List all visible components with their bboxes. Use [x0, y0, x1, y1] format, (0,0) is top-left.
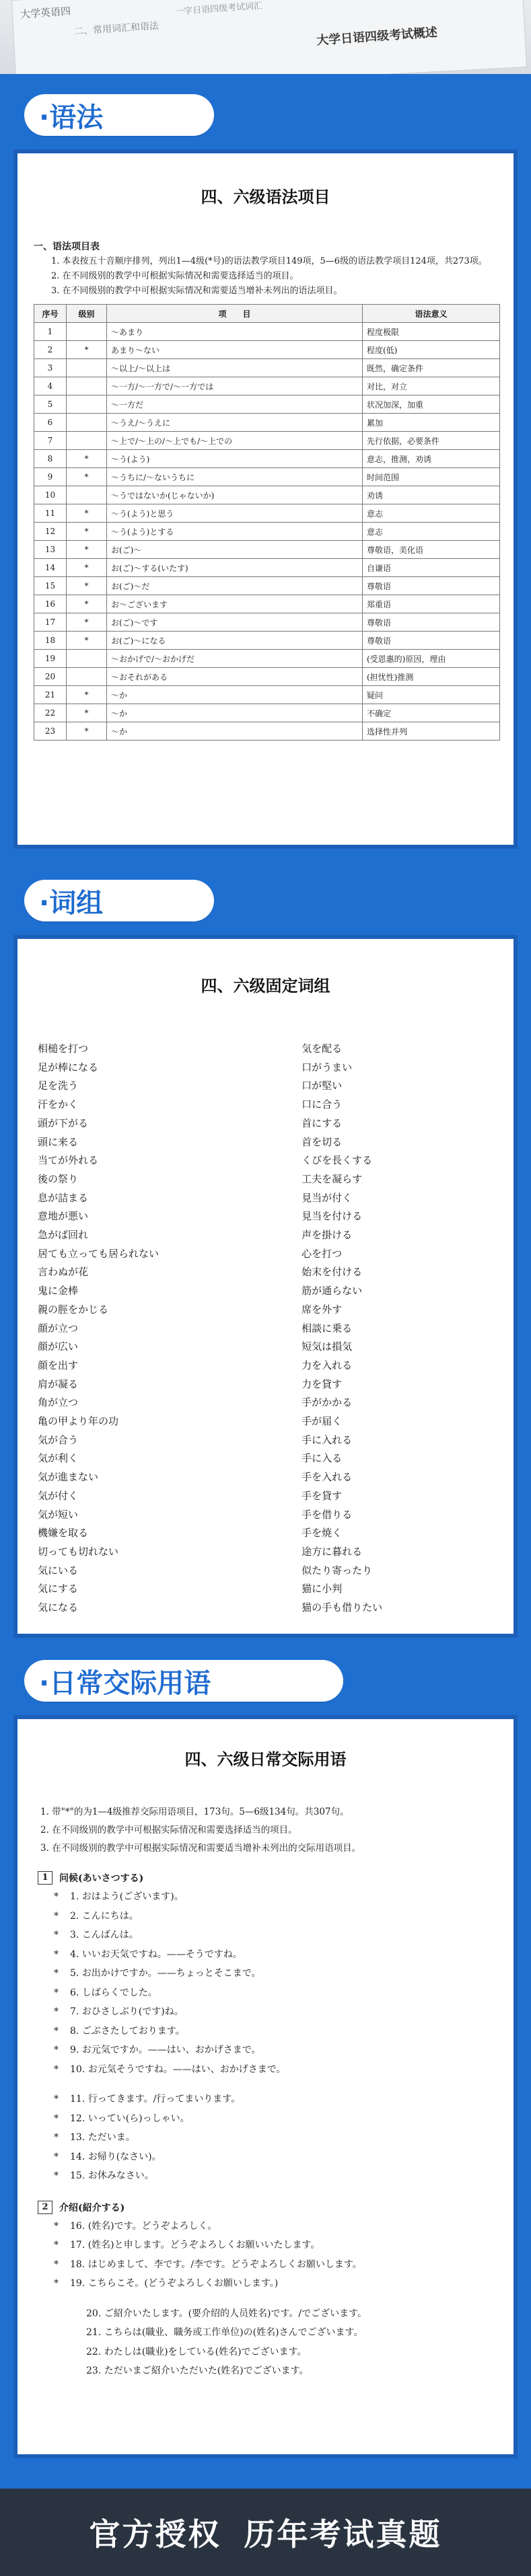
row-number: 12: [34, 523, 67, 541]
star-marker: *: [54, 2278, 59, 2289]
row-level: [67, 377, 107, 395]
star-marker: *: [54, 2045, 59, 2055]
table-row: [34, 341, 500, 359]
table-header-row: [34, 305, 500, 323]
section-label-text: ·词组: [39, 887, 104, 919]
row-number: 5: [34, 395, 67, 414]
star-marker: *: [54, 2132, 59, 2143]
table-row: [34, 686, 500, 704]
star-marker: *: [54, 2006, 59, 2017]
row-level: *: [67, 341, 107, 359]
expression-text: 21. こちらは(職业、職务或工作单位)の(姓名)さんでございます。: [86, 2327, 363, 2338]
expression-item: [54, 2022, 493, 2041]
table-row: [34, 486, 500, 504]
row-item: お(ご)～になる: [107, 632, 363, 650]
row-meaning: 状况加深，加重: [363, 395, 500, 414]
phrase-item: 気が付く: [38, 1489, 79, 1502]
row-meaning: 尊敬语: [363, 577, 500, 595]
phrase-item: 席を外す: [302, 1303, 343, 1316]
expression-text: 22. わたしは(職业)をしている(姓名)でございます。: [86, 2346, 307, 2357]
grammar-title: 四、六级语法项目: [201, 187, 330, 206]
row-meaning: 自谦语: [363, 559, 500, 577]
phrase-item: 首にする: [302, 1116, 343, 1129]
phrase-title: 四、六级固定词组: [201, 976, 330, 995]
row-meaning: (担忧性)推测: [363, 668, 500, 686]
phrase-item: 居ても立っても居られない: [38, 1247, 160, 1260]
row-meaning: 先行依据，必要条件: [363, 432, 500, 450]
row-meaning: (受恩惠的)原因，理由: [363, 650, 500, 668]
row-number: 20: [34, 668, 67, 686]
section-label-phrases: [24, 880, 214, 921]
expression-item: [54, 2060, 493, 2080]
table-row: [34, 395, 500, 414]
row-item: ～う(よう)と思う: [107, 504, 363, 523]
phrase-item: 気が短い: [38, 1508, 79, 1521]
row-number: 4: [34, 377, 67, 395]
daily-title: 四、六级日常交际用语: [184, 1749, 347, 1769]
row-item: ～うではないか(じゃないか): [107, 486, 363, 504]
expression-item: [70, 2361, 493, 2381]
expression-item: [54, 2236, 493, 2255]
table-row: [34, 650, 500, 668]
header-photo: [0, 0, 531, 81]
phrase-column-left: [38, 1040, 302, 1632]
table-row: [34, 668, 500, 686]
row-meaning: 尊敬语: [363, 613, 500, 632]
phrase-item: 気にする: [38, 1583, 79, 1595]
table-row: [34, 523, 500, 541]
paper-text: 大学日语四级考试概述: [316, 25, 438, 48]
group-number: 2: [38, 2201, 52, 2214]
phrase-item: 猫に小判: [302, 1583, 343, 1595]
banner-left-text: 官方授权: [89, 2516, 221, 2552]
expression-text: 9. お元気ですか。——はい、おかげさまで。: [70, 2045, 261, 2055]
phrase-item: 手を焼く: [302, 1527, 343, 1540]
row-item: ～おかげで/～おかげだ: [107, 650, 363, 668]
row-level: *: [67, 704, 107, 722]
phrase-item: 頭に来る: [38, 1135, 79, 1148]
grammar-card: [13, 149, 518, 849]
grammar-intro: [34, 239, 497, 299]
expression-text: 11. 行ってきます。/行ってまいります。: [70, 2094, 241, 2105]
expression-text: 3. こんばんは。: [70, 1930, 139, 1940]
row-level: *: [67, 595, 107, 613]
row-level: *: [67, 541, 107, 559]
expression-list: [38, 2217, 493, 2294]
row-meaning: 程度(低): [363, 341, 500, 359]
grammar-paragraph: 1. 本表按五十音顺序排列，列出1—4级(*号)的语法教学项目149项，5—6级的语法教学项目124项，共273项。: [51, 256, 487, 266]
row-meaning: 意志: [363, 504, 500, 523]
row-item: ～か: [107, 704, 363, 722]
expression-item: [70, 2343, 493, 2362]
star-marker: *: [54, 2240, 59, 2250]
row-number: 17: [34, 613, 67, 632]
expression-item: [54, 1926, 493, 1945]
section-label-daily: [24, 1660, 343, 1702]
phrase-item: 始末を付ける: [302, 1266, 363, 1279]
phrase-item: 肩が凝る: [38, 1377, 79, 1390]
expression-text: 15. お休みなさい。: [70, 2170, 154, 2181]
row-meaning: 尊敬语: [363, 632, 500, 650]
row-item: お(ご)～する(いたす): [107, 559, 363, 577]
row-meaning: 劝诱: [363, 486, 500, 504]
phrase-item: 足が棒になる: [38, 1061, 99, 1073]
group-heading: [38, 2198, 493, 2217]
row-level: *: [67, 577, 107, 595]
expression-text: 10. お元気そうですね。——はい、おかげさまで。: [70, 2063, 286, 2075]
expression-item: [54, 2002, 493, 2022]
banner-right-text: 历年考试真题: [244, 2516, 442, 2552]
phrase-item: 顔を出す: [38, 1359, 79, 1371]
phrase-item: 当てが外れる: [38, 1154, 99, 1167]
phrase-item: 心を打つ: [302, 1247, 343, 1260]
expression-item: [54, 2166, 493, 2186]
row-number: 19: [34, 650, 67, 668]
daily-notes: [40, 1803, 493, 1858]
row-level: *: [67, 468, 107, 486]
phrase-item: くびを長くする: [302, 1154, 373, 1167]
row-number: 1: [34, 323, 67, 341]
row-level: [67, 486, 107, 504]
row-level: *: [67, 523, 107, 541]
row-number: 11: [34, 504, 67, 523]
phrase-item: 後の祭り: [38, 1172, 79, 1185]
row-item: ～う(よう)とする: [107, 523, 363, 541]
phrase-item: 気を配る: [302, 1043, 343, 1055]
star-marker: *: [54, 2113, 59, 2124]
phrase-column-right: [302, 1040, 502, 1632]
paper-sheet: [11, 0, 527, 81]
row-number: 2: [34, 341, 67, 359]
row-level: [67, 359, 107, 377]
phrase-item: 途方に暮れる: [302, 1545, 363, 1558]
row-level: *: [67, 686, 107, 704]
row-number: 16: [34, 595, 67, 613]
expression-text: 20. ご紹介いたします。(要介绍的人员姓名)です。/でございます。: [86, 2308, 367, 2319]
group-title: 介绍(紹介する): [59, 2202, 125, 2213]
expression-text: 17. (姓名)と申します。どうぞよろしくお願いいたします。: [70, 2240, 320, 2250]
expression-text: 19. こちらこそ。(どうぞよろしくお願いします。): [70, 2278, 279, 2289]
phrase-item: 切っても切れない: [38, 1545, 119, 1558]
row-number: 14: [34, 559, 67, 577]
star-marker: *: [54, 1910, 59, 1922]
expression-item: [54, 2041, 493, 2060]
phrase-item: 首を切る: [302, 1135, 343, 1148]
phrase-item: 猫の手も借りたい: [302, 1601, 383, 1614]
star-marker: *: [54, 2259, 59, 2270]
row-item: ～う(よう): [107, 450, 363, 468]
row-meaning: 郑重语: [363, 595, 500, 613]
section-label-text: ·语法: [39, 102, 104, 133]
paper-text: 一字日语四级考试词汇: [174, 1, 263, 17]
phrase-item: 顔が立つ: [38, 1322, 79, 1334]
expression-text: 6. しばらくでした。: [70, 1987, 157, 1998]
star-marker: *: [54, 2025, 59, 2037]
row-item: お(ご)～だ: [107, 577, 363, 595]
row-meaning: 累加: [363, 414, 500, 432]
expression-text: 1. おはよう(ございます)。: [70, 1891, 184, 1902]
table-row: [34, 595, 500, 613]
row-number: 3: [34, 359, 67, 377]
expression-item: [54, 2217, 493, 2236]
star-marker: *: [54, 2220, 59, 2232]
table-row: [34, 414, 500, 432]
phrase-item: 手を入れる: [302, 1471, 353, 1484]
star-marker: *: [54, 2063, 59, 2075]
phrase-item: 亀の甲より年の功: [38, 1415, 119, 1428]
grammar-heading: 一、语法项目表: [34, 241, 100, 252]
row-item: ～か: [107, 722, 363, 741]
row-number: 6: [34, 414, 67, 432]
phrase-item: 口が堅い: [302, 1079, 343, 1092]
phrase-item: 意地が悪い: [38, 1210, 89, 1223]
phrase-item: 短気は損気: [302, 1340, 353, 1353]
grammar-paragraph: 2. 在不同级别的教学中可根据实际情况和需要选择适当的项目。: [51, 271, 299, 281]
daily-note: 2. 在不同级别的教学中可根据实际情况和需要选择适当的项目。: [40, 1825, 297, 1835]
group-number: 1: [38, 1871, 52, 1885]
phrase-item: 親の脛をかじる: [38, 1303, 109, 1316]
row-item: ～か: [107, 686, 363, 704]
star-marker: *: [54, 1968, 59, 1979]
row-item: ～一方/～一方で/～一方では: [107, 377, 363, 395]
row-number: 9: [34, 468, 67, 486]
row-level: [67, 395, 107, 414]
phrase-item: 頭が下がる: [38, 1116, 89, 1129]
row-number: 13: [34, 541, 67, 559]
expression-text: 12. いってい(ら)っしゃい。: [70, 2113, 190, 2124]
expression-item: [70, 2323, 493, 2343]
daily-note: 1. 带"*"的为1—4级推荐交际用语项目，173句。5—6级134句。共307句。: [40, 1807, 349, 1817]
table-row: [34, 377, 500, 395]
expression-text: 5. お出かけですか。——ちょっとそこまで。: [70, 1968, 261, 1979]
expression-item: [54, 2090, 493, 2109]
expression-item: [54, 1964, 493, 1983]
phrase-item: 相談に乗る: [302, 1322, 353, 1334]
row-meaning: 既然，确定条件: [363, 359, 500, 377]
row-item: ～一方だ: [107, 395, 363, 414]
expression-text: 8. ごぶさたしております。: [70, 2025, 185, 2037]
phrase-item: 声を掛ける: [302, 1229, 353, 1242]
phrase-item: 口がうまい: [302, 1061, 353, 1073]
table-row: [34, 559, 500, 577]
row-level: [67, 414, 107, 432]
expression-item: [54, 1887, 493, 1907]
expression-list: [38, 2090, 493, 2186]
expression-item: [54, 1945, 493, 1965]
expression-text: 2. こんにちは。: [70, 1910, 139, 1922]
expression-text: 4. いいお天気ですね。——そうですね。: [70, 1948, 242, 1960]
star-marker: *: [54, 1987, 59, 1998]
row-level: *: [67, 450, 107, 468]
expression-item: [54, 2274, 493, 2294]
table-row: [34, 577, 500, 595]
expression-text: 13. ただいま。: [70, 2132, 135, 2143]
row-level: [67, 668, 107, 686]
expression-item: [54, 2128, 493, 2148]
expression-text: 18. はじめまして、李です。/李です。どうぞよろしくお願いします。: [70, 2259, 362, 2270]
expression-item: [54, 1907, 493, 1926]
phrase-columns: [38, 1040, 502, 1632]
row-level: [67, 650, 107, 668]
phrase-item: 顔が広い: [38, 1340, 79, 1353]
bottom-banner: [0, 2489, 531, 2576]
phrase-item: 汗をかく: [38, 1098, 79, 1111]
row-meaning: 程度极限: [363, 323, 500, 341]
expression-group: [38, 2198, 493, 2381]
row-level: *: [67, 722, 107, 741]
expression-list: [38, 1887, 493, 2079]
table-row: [34, 722, 500, 741]
expression-list: [38, 2304, 493, 2381]
table-header: 项 目: [107, 305, 363, 323]
table-row: [34, 632, 500, 650]
phrase-item: 機嫌を取る: [38, 1527, 89, 1540]
phrase-item: 息が詰まる: [38, 1191, 89, 1204]
star-marker: *: [54, 2151, 59, 2162]
phrase-item: 手を借りる: [302, 1508, 353, 1521]
row-level: [67, 323, 107, 341]
expression-item: [54, 2148, 493, 2167]
table-row: [34, 468, 500, 486]
daily-card: [13, 1715, 518, 2458]
row-meaning: 意志: [363, 523, 500, 541]
row-item: ～以上/～以上は: [107, 359, 363, 377]
row-level: *: [67, 632, 107, 650]
row-number: 7: [34, 432, 67, 450]
expression-item: [54, 2255, 493, 2275]
phrase-item: 手に入れる: [302, 1433, 353, 1446]
phrase-item: 工夫を凝らす: [302, 1172, 363, 1185]
row-number: 21: [34, 686, 67, 704]
phrase-item: 気が利く: [38, 1452, 79, 1465]
row-number: 22: [34, 704, 67, 722]
row-item: あまり～ない: [107, 341, 363, 359]
phrase-card: [13, 935, 518, 1638]
row-meaning: 时间范围: [363, 468, 500, 486]
table-header: 序号: [34, 305, 67, 323]
phrase-item: 力を入れる: [302, 1359, 353, 1371]
table-header: 语法意义: [363, 305, 500, 323]
phrase-item: 角が立つ: [38, 1396, 79, 1409]
row-item: お(ご)～: [107, 541, 363, 559]
table-header: 级别: [67, 305, 107, 323]
table-row: [34, 323, 500, 341]
expression-text: 23. ただいまご紹介いただいた(姓名)でございます。: [86, 2365, 309, 2376]
row-number: 10: [34, 486, 67, 504]
star-marker: *: [54, 1930, 59, 1940]
grammar-table: [34, 304, 500, 741]
expression-item: [54, 2109, 493, 2129]
row-number: 15: [34, 577, 67, 595]
row-number: 18: [34, 632, 67, 650]
expression-item: [54, 1983, 493, 2003]
row-item: お～ございます: [107, 595, 363, 613]
row-level: *: [67, 613, 107, 632]
row-level: *: [67, 559, 107, 577]
phrase-item: 力を貸す: [302, 1377, 343, 1390]
table-row: [34, 504, 500, 523]
grammar-paragraph: 3. 在不同级别的教学中可根据实际情况和需要适当增补未列出的语法项目。: [51, 286, 343, 296]
phrase-item: 手に入る: [302, 1452, 343, 1465]
row-number: 8: [34, 450, 67, 468]
expression-text: 14. お帰り(なさい)。: [70, 2151, 162, 2162]
paper-text: 二、常用词汇和语法: [73, 20, 160, 38]
phrase-item: 急がば回れ: [38, 1229, 89, 1242]
phrase-item: 足を洗う: [38, 1079, 79, 1092]
table-row: [34, 359, 500, 377]
table-row: [34, 613, 500, 632]
star-marker: *: [54, 2094, 59, 2105]
section-label-grammar: [24, 94, 214, 136]
row-meaning: 不确定: [363, 704, 500, 722]
phrase-item: 言わぬが花: [38, 1266, 89, 1279]
group-title: 问候(あいさつする): [59, 1873, 144, 1884]
row-item: ～おそれがある: [107, 668, 363, 686]
row-level: [67, 432, 107, 450]
phrase-item: 気にいる: [38, 1564, 79, 1577]
section-label-text: ·日常交际用语: [39, 1667, 211, 1699]
row-meaning: 尊敬语，美化语: [363, 541, 500, 559]
row-meaning: 对比，对立: [363, 377, 500, 395]
row-number: 23: [34, 722, 67, 741]
phrase-item: 手が届く: [302, 1415, 343, 1428]
expression-item: [70, 2304, 493, 2324]
row-item: ～うちに/～ないうちに: [107, 468, 363, 486]
table-row: [34, 541, 500, 559]
row-item: ～うえ/～うえに: [107, 414, 363, 432]
daily-note: 3. 在不同级别的教学中可根据实际情况和需要适当增补未列出的交际用语项目。: [40, 1843, 361, 1854]
row-item: ～上で/～上の/～上でも/～上での: [107, 432, 363, 450]
row-meaning: 意志，推测，劝诱: [363, 450, 500, 468]
row-item: お(ご)～です: [107, 613, 363, 632]
table-row: [34, 450, 500, 468]
row-meaning: 选择性并列: [363, 722, 500, 741]
phrase-item: 手がかかる: [302, 1396, 353, 1409]
star-marker: *: [54, 1948, 59, 1960]
row-meaning: 疑问: [363, 686, 500, 704]
expression-group: [38, 1868, 493, 2186]
phrase-item: 気が進まない: [38, 1471, 99, 1484]
row-level: *: [67, 504, 107, 523]
expression-text: 7. おひさしぶり(です)ね。: [70, 2006, 184, 2017]
phrase-item: 気になる: [38, 1601, 79, 1614]
star-marker: *: [54, 1891, 59, 1902]
phrase-item: 似たり寄ったり: [302, 1564, 373, 1577]
phrase-item: 気が合う: [38, 1433, 79, 1446]
row-item: ～あまり: [107, 323, 363, 341]
phrase-item: 相槌を打つ: [38, 1043, 89, 1055]
table-row: [34, 432, 500, 450]
phrase-item: 見当が付く: [302, 1191, 353, 1204]
paper-text: 大学英语四: [20, 5, 71, 21]
phrase-item: 手を貸す: [302, 1489, 343, 1502]
phrase-item: 見当を付ける: [302, 1210, 363, 1223]
group-heading: [38, 1868, 493, 1887]
phrase-item: 鬼に金棒: [38, 1285, 79, 1297]
phrase-item: 筋が通らない: [302, 1285, 363, 1297]
expression-text: 16. (姓名)です。どうぞよろしく。: [70, 2220, 217, 2232]
phrase-item: 口に合う: [302, 1098, 343, 1111]
table-row: [34, 704, 500, 722]
star-marker: *: [54, 2170, 59, 2181]
